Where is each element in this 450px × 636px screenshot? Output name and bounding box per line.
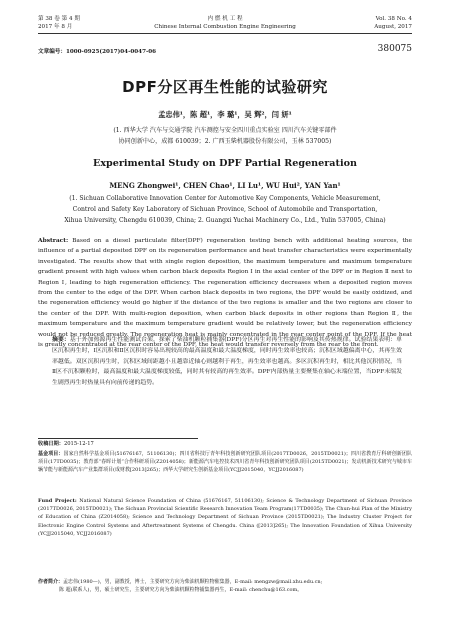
affiliation-cn-line2: 协同创新中心，成都 610039；2. 广西玉柴机器股份有限公司，玉林 537005) bbox=[118, 138, 332, 145]
affiliation-en-line2: Control and Safety Key Laboratory of Sichuan Province, School of Automobile and Transportation, bbox=[72, 206, 378, 213]
fund-cn-label: 基金项目： bbox=[38, 451, 64, 457]
abstract-cn bbox=[52, 335, 402, 389]
affiliation-en-line3: Xihua University, Chengdu 610039, China; 2. Guangxi Yuchai Machinery Co., Ltd., Yulin 537005, China) bbox=[64, 217, 386, 224]
abstract-en bbox=[38, 236, 412, 350]
volume-issue-cn: 第 38 卷 第 4 期 bbox=[38, 16, 80, 22]
journal-name-en: Chinese Internal Combustion Engine Engineering bbox=[154, 24, 296, 30]
title-en: Experimental Study on DPF Partial Regeneration bbox=[93, 158, 357, 169]
received-value: 2015-12-17 bbox=[63, 441, 94, 447]
abstract-cn-label: 摘要： bbox=[52, 336, 70, 343]
article-number: 文章编号：1000-0925(2017)04-0047-06 bbox=[38, 49, 157, 55]
affiliation-en-line1: (1. Sichuan Collaborative Innovation Center for Automotive Key Components, Vehicle Measurement, bbox=[69, 195, 381, 202]
received-date bbox=[38, 440, 94, 449]
volume-issue-en: Vol. 38 No. 4 bbox=[375, 16, 412, 22]
header-rule bbox=[38, 33, 412, 34]
journal-name-cn: 内 燃 机 工 程 bbox=[207, 16, 243, 22]
fund-en bbox=[38, 497, 412, 538]
authors-en: MENG Zhongwei¹, CHEN Chao¹, LI Lu¹, WU Hui², YAN Yan¹ bbox=[109, 181, 341, 190]
abstract-en-text: Based on a diesel particulate filter(DPF) regeneration testing bench with additional heating sources, the influence of a partial deposited DPF on its regeneration performance and heat transfer characteristics were experimentally investigated. The results show that with single region deposition, the maximum temperature and maximum temperature gradient present with high values when carbon black deposits Region Ⅰ in the axial center of the DPF or in Region Ⅱ next to Region Ⅰ, leading to high regeneration efficiency. The regeneration efficiency decreases when a deposited region moves from the center to the edge of the DPF. When carbon black deposits in two regions, the DPF would be easily oxidized, and the regeneration efficiency would go higher if the distance of the two regions is smaller and the two regions are closer to the center of the DPF. With multi-region deposition, when carbon black deposits in other regions than Region Ⅱ, the maximum temperature and the maximum temperature gradient would be relatively lower, but the regeneration efficiency would not be reduced greatly. The regeneration heat is mainly concentrated in the rear center point of the DPF. If the heat is greatly concentrated at the rear center of the DPF, the heat would transfer reversely from the rear to the front. bbox=[38, 238, 412, 349]
affiliation-cn-line1: (1. 西华大学 汽车与交通学院 汽车测控与安全四川重点实验室 四川汽车关键零部件 bbox=[113, 127, 337, 134]
footnote-rule bbox=[38, 438, 198, 439]
fund-en-label: Fund Project: bbox=[38, 498, 77, 504]
article-id: 380075 bbox=[377, 44, 412, 54]
fund-cn-text: 国家自然科学基金项目(51676167，51106130)；四川省科技厅青年科技创新研究团队项目(2017TD0026，2015TD0021)；四川省教育厅科研创新团队项目(17TD0035)；教育部“春晖计划”合作科研项目(Z2014058)；新能源汽车电控技术四川省青年科技创新研究团队项目(2015TD0021)；发动机新技术研究与城市车辆节能与新能源汽车产业集群项目(成财教[2013]265)；西华大学研究生创新基金项目(YCJJ2015040，YCJJ2016087) bbox=[38, 451, 412, 474]
author-info bbox=[38, 578, 412, 594]
date-cn: 2017 年 8 月 bbox=[38, 24, 73, 30]
abstract-en-label: Abstract: bbox=[38, 237, 69, 244]
authors-cn: 孟忠伟¹，陈 超¹，李 璐¹，吴 辉²，闫 妍¹ bbox=[158, 110, 292, 119]
date-en: August, 2017 bbox=[374, 24, 412, 30]
fund-cn bbox=[38, 450, 412, 475]
author-info-label: 作者简介： bbox=[38, 579, 64, 585]
fund-en-text: National Natural Science Foundation of China (51676167, 51106130); Science & Technology Department of Sichuan Province (2017TD0026, 2015TD0021); The Sichuan Provincial Scientific Research Innovation Team Program(17TD0035); The Chun-hui Plan of the Ministry of Education of China (Z2014058); Science and Technology Department of Sichuan Province (2015TD0021); The Industry Cluster Project for Electronic Engine Control Systems and Aftertreatment Systems of Chengdu. China ([2013]265); The Innovation Foundation of Xihua University (YCJJ2015040, YCJJ2016087) bbox=[38, 498, 412, 537]
received-label: 收稿日期： bbox=[38, 441, 64, 447]
author-info-line2: 陈 超(联系人)，男，硕士研究生，主要研究方向为柴油机颗粒物捕集器再生，E-mail: chenchu@163.com。 bbox=[59, 587, 303, 594]
author-info-line1: 孟忠伟(1980—)，男，副教授，博士，主要研究方向为柴油机颗粒物催集器，E-mail: mengzw@mail.xhu.edu.cn; bbox=[63, 579, 323, 585]
title-cn: DPF分区再生性能的试验研究 bbox=[122, 78, 328, 96]
abstract-cn-text: 基于外加热源再生性能测试台架，探索了柴油机颗粒捕集器(DPF)分区再生对再生性能的影响及其传热规律。试验结果表明：单区沉积再生时，Ⅰ区沉积和Ⅱ区沉积时容易出现较高的最高温度和最大温度梯度，同时再生效率也较高；沉积区域越偏离中心，其再生效率越低。双区沉积再生时，沉积区域间距越小且越靠近轴心则越利于再生，再生效率也越高。多区沉积再生时，相比其他沉积情况，当Ⅱ区不沉积颗粒时，最高温度和最大温度梯度较低，同时其有较高的再生效率。DPF内部热量主要聚集在轴心末端位置，当DPF末端发生剧烈再生时热量具有向前传递的趋势。 bbox=[52, 337, 403, 387]
